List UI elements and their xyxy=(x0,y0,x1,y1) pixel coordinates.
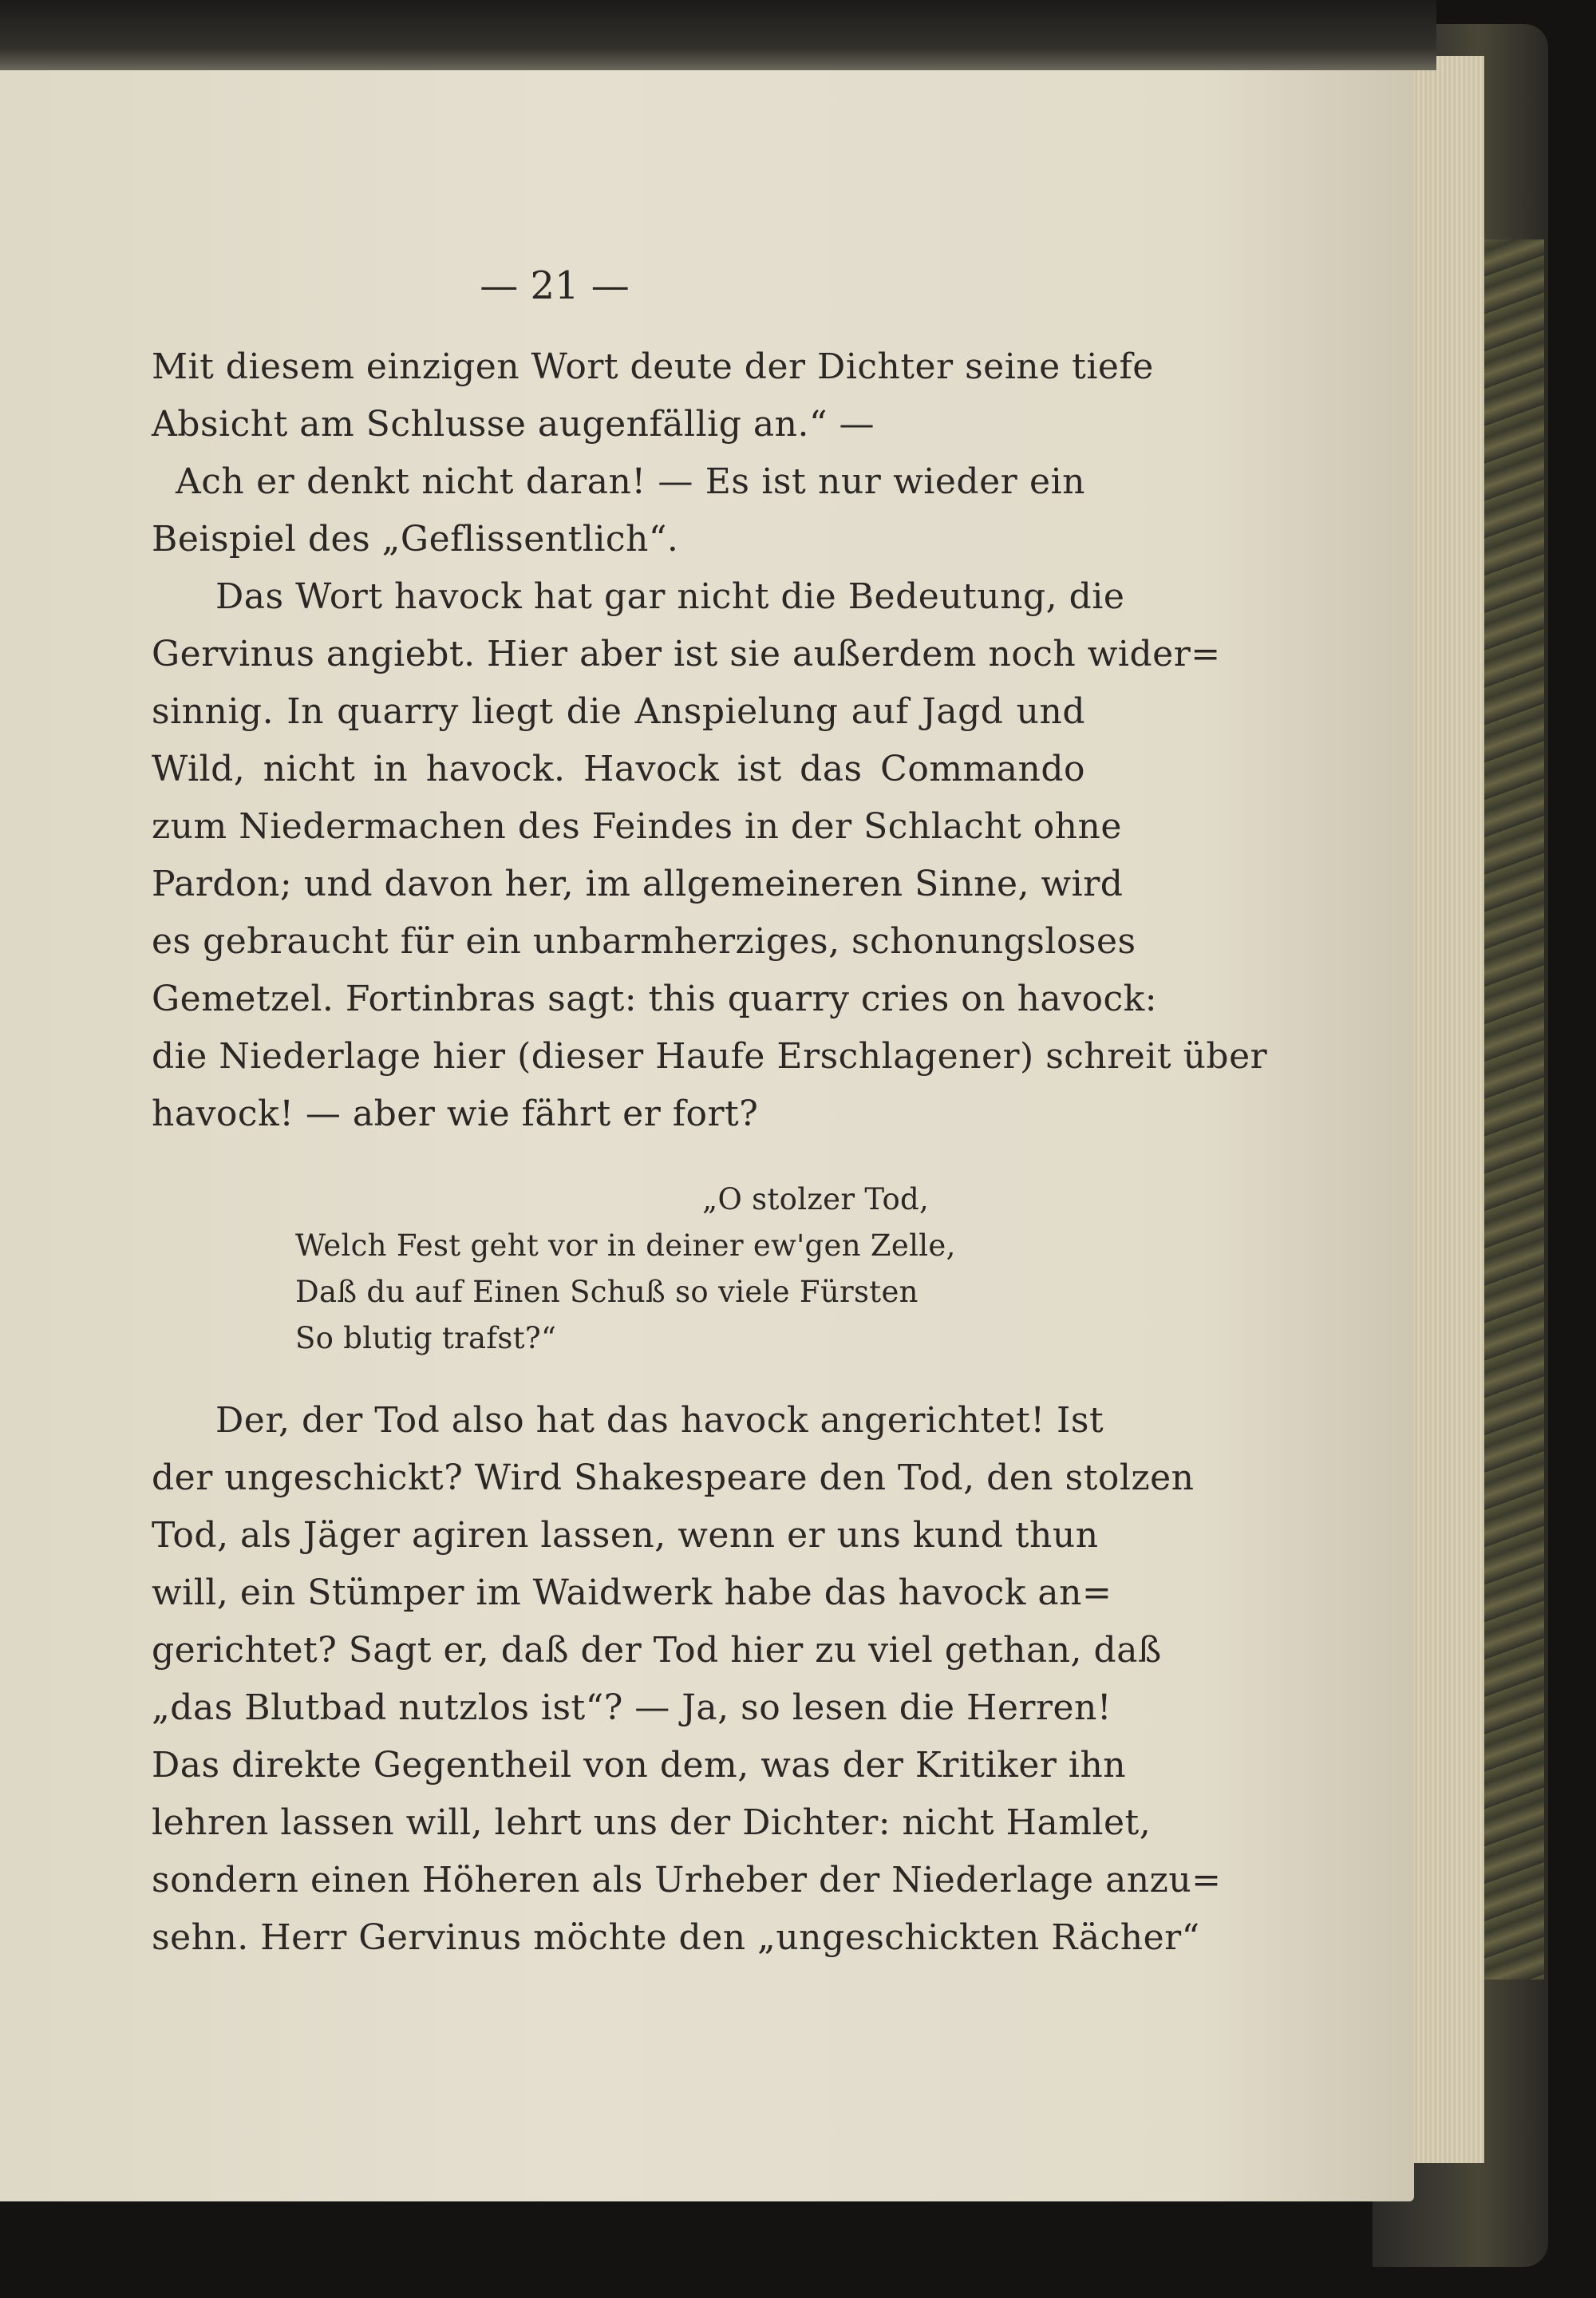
text-line: sinnig. In quarry liegt die Anspielung auf Jagd und xyxy=(152,691,1085,732)
text-line: Das direkte Gegentheil von dem, was der Kritiker ihn xyxy=(152,1745,1127,1786)
text-line: die Niederlage hier (dieser Haufe Erschlagener) schreit über xyxy=(152,1036,1268,1077)
verse-line: So blutig trafst?“ xyxy=(295,1321,557,1355)
text-line: zum Niedermachen des Feindes in der Schlacht ohne xyxy=(152,806,1122,847)
verse-line: Welch Fest geht vor in deiner ew'gen Zelle, xyxy=(295,1228,956,1263)
text-line: der ungeschickt? Wird Shakespeare den Tod, den stolzen xyxy=(152,1458,1195,1498)
top-shadow-strip xyxy=(0,0,1436,70)
text-line: es gebraucht für ein unbarmherziges, schonungsloses xyxy=(152,921,1136,962)
verse-line: Daß du auf Einen Schuß so viele Fürsten xyxy=(295,1275,918,1309)
text-line: havock! — aber wie fährt er fort? xyxy=(152,1094,759,1134)
text-line: Beispiel des „Geflissentlich“. xyxy=(152,519,679,560)
text-line: will, ein Stümper im Waidwerk habe das havock an= xyxy=(152,1572,1112,1613)
text-line: Gervinus angiebt. Hier aber ist sie außerdem noch wider= xyxy=(152,634,1221,674)
text-line: Absicht am Schlusse augenfällig an.“ — xyxy=(152,404,875,445)
text-line: Pardon; und davon her, im allgemeineren Sinne, wird xyxy=(152,864,1124,904)
text-line: sehn. Herr Gervinus möchte den „ungeschickten Rächer“ xyxy=(152,1917,1200,1958)
text-line: Das Wort havock hat gar nicht die Bedeutung, die xyxy=(215,576,1125,617)
text-line: Tod, als Jäger agiren lassen, wenn er uns kund thun xyxy=(152,1515,1099,1556)
text-line: lehren lassen will, lehrt uns der Dichter: nicht Hamlet, xyxy=(152,1802,1152,1843)
text-line: gerichtet? Sagt er, daß der Tod hier zu viel gethan, daß xyxy=(152,1630,1162,1671)
page-edges xyxy=(1404,56,1484,2163)
page-number: — 21 — xyxy=(480,263,630,308)
verse-line: „O stolzer Tod, xyxy=(702,1182,930,1216)
text-line: Der, der Tod also hat das havock angerichtet! Ist xyxy=(215,1400,1104,1441)
text-line: Gemetzel. Fortinbras sagt: this quarry cries on havock: xyxy=(152,979,1158,1019)
text-line: „das Blutbad nutzlos ist“? — Ja, so lesen die Herren! xyxy=(152,1687,1112,1728)
text-line: sondern einen Höheren als Urheber der Niederlage anzu= xyxy=(152,1860,1222,1900)
text-line: Mit diesem einzigen Wort deute der Dichter seine tiefe xyxy=(152,346,1154,387)
text-line: Wild, nicht in havock. Havock ist das Commando xyxy=(152,749,1085,789)
text-line: Ach er denkt nicht daran! — Es ist nur wieder ein xyxy=(176,461,1085,502)
marbled-edge xyxy=(1484,239,1544,1980)
